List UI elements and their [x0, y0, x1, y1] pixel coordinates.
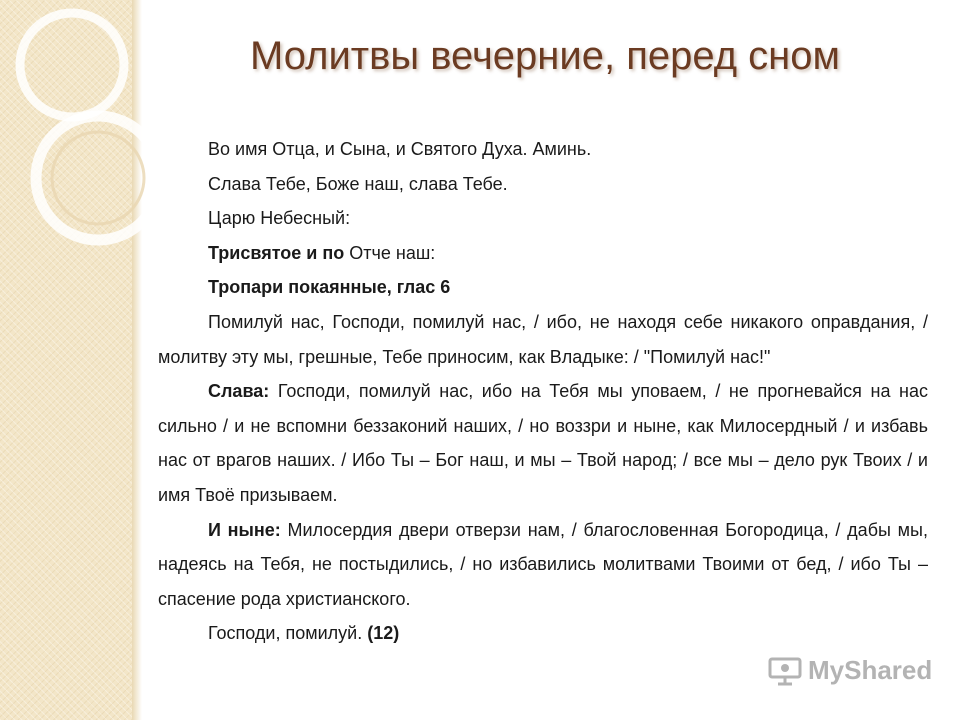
paragraph-6: Помилуй нас, Господи, помилуй нас, / ибо, не находя себе никакого оправдания, / молитву эту мы, грешные, Тебе приносим, как Владыке: / "Помилуй нас!": [158, 311, 928, 367]
paragraph-3: Царю Небесный:: [208, 208, 351, 229]
paragraph-2: Слава Тебе, Боже наш, слава Тебе.: [208, 173, 508, 194]
presentation-icon: [768, 656, 802, 686]
page-title: Молитвы вечерние, перед сном: [249, 34, 841, 78]
paragraph-4: Трисвятое и по Отче наш:: [208, 242, 436, 263]
prayer-text: [158, 132, 928, 651]
paragraph-1: Во имя Отца, и Сына, и Святого Духа. Аминь.: [208, 139, 592, 159]
paragraph-7: Слава: Господи, помилуй нас, ибо на Тебя мы уповаем, / не прогневайся на нас сильно / и не вспомни беззаконий наших, / но воззри и ныне, как Милосердный / и избавь нас от врагов наших. / Ибо Ты – Бог наш, и мы – Твой народ; / все мы – дело рук Твоих / и имя Твоё призываем.: [158, 381, 928, 505]
paragraph-8: И ныне: Милосердия двери отверзи нам, / благословенная Богородица, / дабы мы, надеясь на Тебя, не постыдились, / но избавились молитвами Твоими от бед, / ибо Ты – спасение рода христианского.: [158, 519, 928, 609]
watermark: [768, 655, 932, 686]
paragraph-9: Господи, помилуй. (12): [208, 623, 400, 644]
paragraph-5: Тропари покаянные, глас 6: [208, 277, 451, 298]
watermark-text: MyShared: [808, 655, 933, 685]
